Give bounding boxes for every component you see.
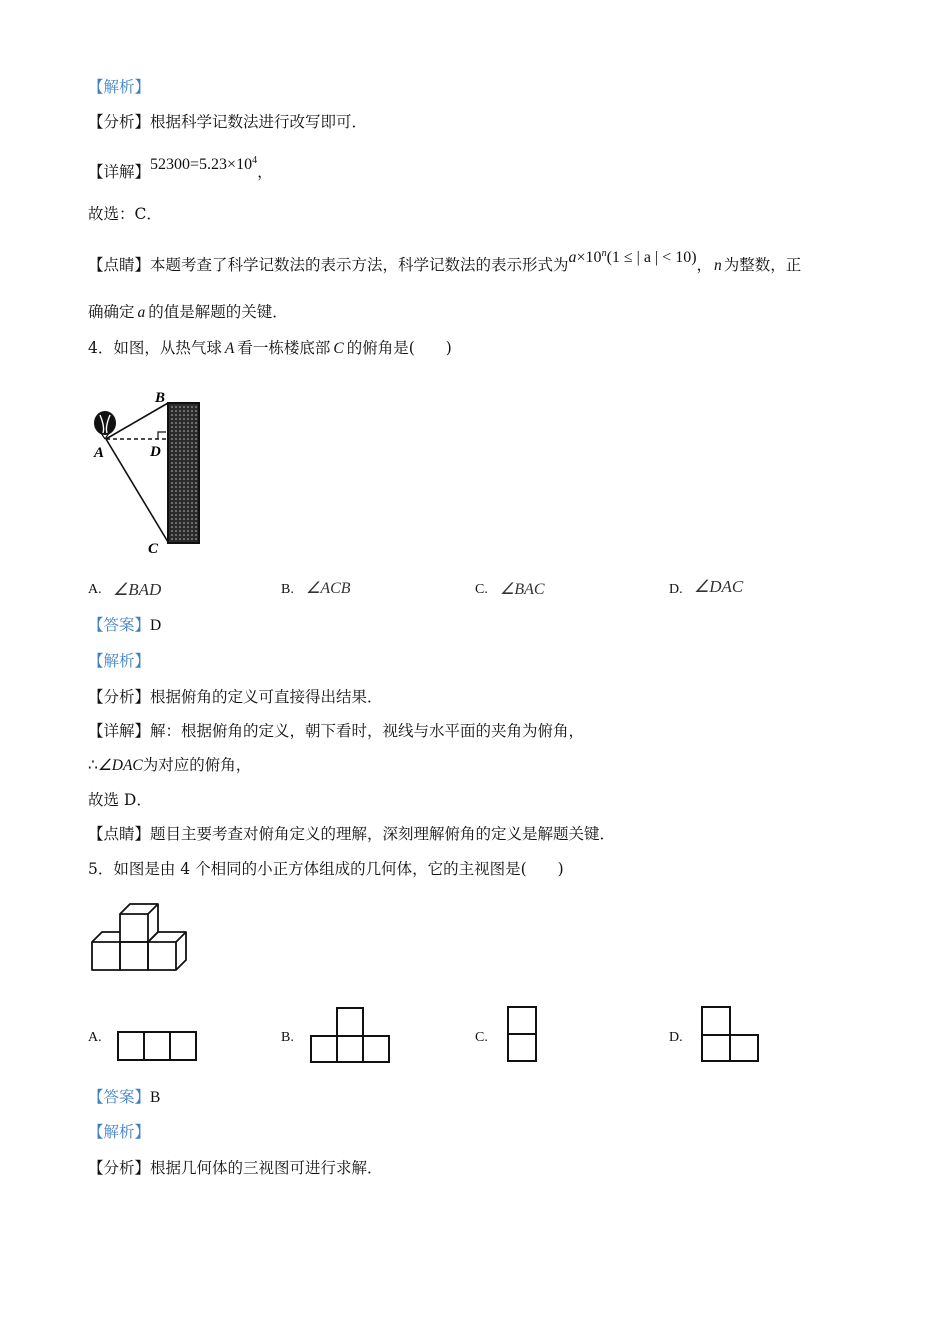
q4-option-d-math: ∠DAC — [694, 577, 744, 596]
figure-label-B: B — [155, 390, 166, 406]
q5-option-b-view — [309, 1006, 395, 1066]
q3-comment-line2b: 的值是解题的关键． — [148, 303, 288, 321]
q4-stem-A: A — [224, 340, 235, 357]
q5-analysis-heading: 【解析】 — [88, 1123, 151, 1141]
building-shape — [168, 403, 199, 543]
q4-option-a-math: ∠BAD — [113, 580, 162, 599]
q4-analysis-line — [88, 686, 383, 708]
q4-analysis-text: 根据俯角的定义可直接得出结果． — [150, 688, 383, 706]
q4-analysis-heading: 【解析】 — [88, 652, 151, 670]
q5-analysis-tag: 【分析】 — [88, 1159, 151, 1177]
q3-analysis-text: 根据科学记数法进行改写即可． — [150, 113, 368, 131]
q4-comment-line — [88, 823, 615, 845]
q4-option-c-math: ∠BAC — [500, 581, 545, 598]
q4-option-d-label: D. — [669, 582, 683, 597]
q4-stem — [88, 337, 452, 360]
q5-option-c-view — [506, 1005, 540, 1065]
q3-comment-n: n — [714, 257, 722, 275]
q5-answer-value: B — [150, 1089, 161, 1106]
q4-detail-text: 解：根据俯角的定义，朝下看时，视线与水平面的夹角为俯角， — [150, 722, 585, 740]
q3-comment-math-mid: ×10 — [576, 249, 602, 267]
q4-comment-text: 题目主要考查对俯角定义的理解，深刻理解俯角的定义是解题关键． — [150, 825, 616, 843]
q4-stem-prefix: 4．如图，从热气球 — [88, 339, 222, 357]
q4-therefore-math: ∠DAC — [97, 757, 143, 774]
q4-stem-C: C — [333, 340, 344, 357]
q4-answer-tag: 【答案】 — [88, 616, 151, 634]
q5-analysis-line — [88, 1157, 383, 1179]
q4-stem-suffix: 的俯角是( ) — [346, 339, 452, 357]
q5-option-a-view — [116, 1030, 200, 1064]
q4-option-b-math: ∠ACB — [306, 580, 351, 597]
q3-analysis-tag: 【分析】 — [88, 113, 151, 131]
q3-comment-tag: 【点睛】 — [88, 256, 151, 275]
q4-choice-line: 故选 D． — [88, 791, 152, 809]
q5-option-d-label: D. — [669, 1030, 683, 1045]
q3-analysis-line — [88, 111, 367, 133]
q5-option-d-view — [700, 1005, 762, 1065]
q3-comment-line — [88, 243, 802, 275]
q3-comment-line2-a: a — [137, 304, 146, 321]
q5-option-b-label: B. — [281, 1030, 294, 1045]
q3-comment-math-a: a — [568, 249, 577, 267]
q5-analysis-text: 根据几何体的三视图可进行求解． — [150, 1159, 383, 1177]
q3-comment-line2 — [88, 301, 288, 324]
q3-detail-exponent: 4 — [252, 155, 258, 166]
q3-detail-tag: 【详解】 — [88, 163, 151, 182]
q4-option-a-label: A. — [88, 582, 102, 597]
q4-detail-tag: 【详解】 — [88, 722, 151, 740]
q5-option-a-label: A. — [88, 1030, 102, 1045]
figure-label-D: D — [150, 444, 161, 460]
q3-detail-tail: ， — [257, 163, 273, 182]
q4-analysis-tag: 【分析】 — [88, 688, 151, 706]
q4-comment-tag: 【点睛】 — [88, 825, 151, 843]
q5-answer-tag: 【答案】 — [88, 1088, 151, 1106]
q4-stem-mid: 看一栋楼底部 — [237, 339, 331, 357]
q4-option-b-label: B. — [281, 582, 294, 597]
figure-label-C: C — [148, 541, 159, 557]
q4-therefore-line — [88, 754, 251, 777]
q5-option-c-label: C. — [475, 1030, 488, 1045]
figure-label-A: A — [94, 445, 105, 461]
q3-comment-math-cond: (1 ≤ | a | < 10) — [606, 249, 697, 267]
q4-answer-value: D — [150, 617, 162, 634]
q4-figure — [86, 385, 216, 557]
q4-answer-line — [88, 614, 161, 637]
q3-choice-line: 故选：C． — [88, 205, 162, 223]
q5-cube-figure — [88, 902, 200, 978]
q3-analysis-heading: 【解析】 — [88, 78, 151, 96]
q4-therefore-text: 为对应的俯角， — [142, 756, 252, 774]
q3-detail-math: 52300=5.23×10 — [150, 156, 253, 174]
q3-comment-text2: ， — [696, 256, 713, 275]
q3-comment-text3: 为整数，正 — [723, 256, 802, 275]
q3-comment-line2a: 确确定 — [88, 303, 135, 321]
q3-detail-line — [88, 150, 273, 182]
q3-comment-text: 本题考查了科学记数法的表示方法，科学记数法的表示形式为 — [150, 256, 569, 275]
q4-detail-line — [88, 720, 584, 742]
q5-stem: 5．如图是由 4 个相同的小正方体组成的几何体，它的主视图是( ) — [88, 860, 564, 878]
q3-comment-math-n: n — [601, 248, 607, 259]
q4-option-c-label: C. — [475, 582, 488, 597]
right-angle-mark — [158, 432, 166, 439]
therefore-symbol: ∴ — [88, 756, 98, 774]
q5-answer-line — [88, 1086, 160, 1109]
